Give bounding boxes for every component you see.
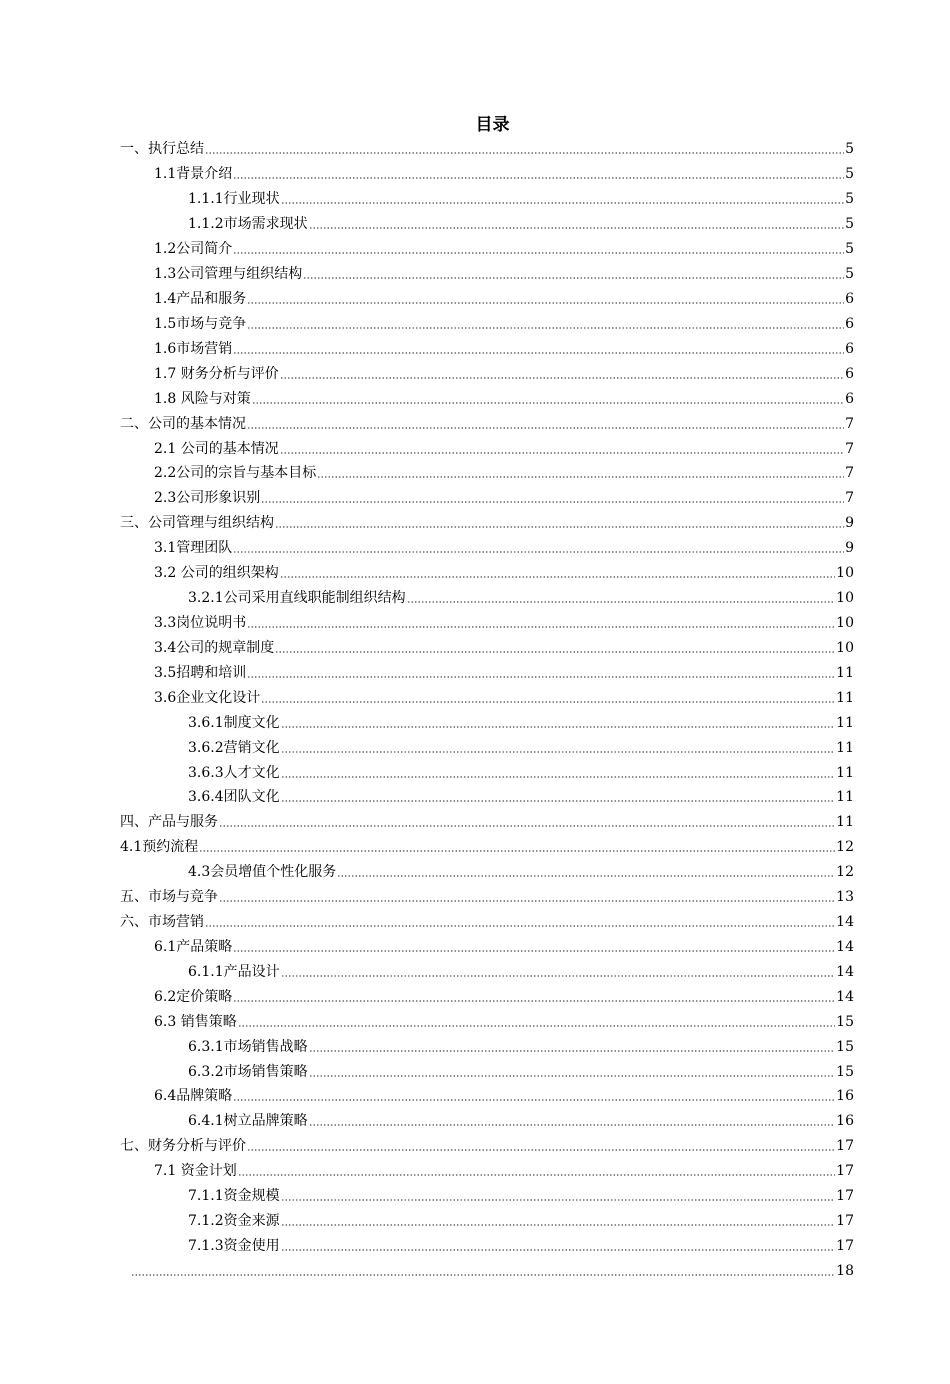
toc-entry-label: 1.4产品和服务 [154, 290, 247, 307]
toc-entry-page-number: 5 [845, 266, 854, 283]
toc-entry-page-number: 16 [836, 1113, 854, 1130]
toc-entry-label: 1.6市场营销 [154, 340, 233, 357]
toc-dot-leader [247, 666, 835, 680]
toc-entry-label: 1.1.2市场需求现状 [188, 216, 308, 233]
toc-entry-page-number: 7 [845, 440, 854, 457]
toc-entry[interactable] [0, 1034, 950, 1059]
toc-entry-page-number: 17 [836, 1188, 854, 1205]
toc-entry-page-number: 14 [836, 988, 854, 1005]
toc-entry-label: 三、公司管理与组织结构 [120, 515, 274, 532]
toc-dot-leader [281, 1189, 836, 1203]
toc-entry[interactable] [0, 910, 950, 935]
toc-dot-leader [247, 616, 835, 630]
toc-entry[interactable] [0, 735, 950, 760]
toc-dot-leader [337, 865, 835, 879]
toc-entry-label: 3.6.1制度文化 [188, 714, 280, 731]
toc-entry[interactable] [0, 311, 950, 336]
toc-entry-label: 1.1背景介绍 [154, 166, 233, 183]
toc-entry-page-number: 10 [836, 565, 854, 582]
toc-entry-page-number: 9 [845, 540, 854, 557]
toc-dot-leader [407, 591, 836, 605]
toc-entry[interactable] [0, 212, 950, 237]
toc-entry[interactable] [0, 411, 950, 436]
toc-entry-label: 1.7 财务分析与评价 [154, 365, 279, 382]
toc-entry[interactable] [0, 785, 950, 810]
toc-entry-label: 3.6.2营销文化 [188, 739, 280, 756]
toc-entry-label: 7.1.1资金规模 [188, 1188, 280, 1205]
toc-entry[interactable] [0, 336, 950, 361]
toc-entry-page-number: 6 [845, 315, 854, 332]
toc-dot-leader [261, 491, 844, 505]
toc-entry[interactable] [0, 237, 950, 262]
toc-dot-leader [281, 790, 836, 804]
toc-entry-page-number: 17 [836, 1163, 854, 1180]
toc-entry-page-number: 17 [836, 1138, 854, 1155]
toc-dot-leader [233, 940, 835, 954]
toc-entry[interactable] [0, 262, 950, 287]
toc-entry[interactable] [0, 660, 950, 685]
toc-entry-page-number: 11 [836, 664, 854, 681]
toc-entry-label: 6.3 销售策略 [154, 1013, 237, 1030]
toc-dot-leader [281, 766, 836, 780]
toc-dot-leader [205, 142, 844, 156]
toc-entry-label: 3.6.4团队文化 [188, 789, 280, 806]
toc-entry[interactable] [0, 137, 950, 162]
toc-dot-leader [280, 442, 844, 456]
toc-entry-label: 四、产品与服务 [120, 814, 218, 831]
toc-entry[interactable] [0, 1234, 950, 1259]
toc-entry-label: 3.4公司的规章制度 [154, 639, 275, 656]
toc-entry-page-number: 7 [845, 490, 854, 507]
toc-entry[interactable] [0, 486, 950, 511]
toc-entry[interactable] [0, 586, 950, 611]
toc-dot-leader [281, 1214, 836, 1228]
toc-entry[interactable] [0, 386, 950, 411]
toc-entry-label: 3.6.3人才文化 [188, 764, 280, 781]
toc-entry-label: 3.2.1公司采用直线职能制组织结构 [188, 590, 406, 607]
toc-dot-leader [238, 1164, 835, 1178]
toc-entry-label: 6.2定价策略 [154, 988, 233, 1005]
toc-entry-label: 6.3.2市场销售策略 [188, 1063, 308, 1080]
toc-dot-leader [303, 267, 844, 281]
toc-entry[interactable] [0, 635, 950, 660]
toc-entry-page-number: 16 [836, 1088, 854, 1105]
toc-entry[interactable] [0, 1084, 950, 1109]
toc-entry-page-number: 10 [836, 590, 854, 607]
toc-entry[interactable] [0, 436, 950, 461]
toc-entry-page-number: 11 [836, 689, 854, 706]
toc-entry-label: 一、执行总结 [120, 141, 204, 158]
toc-entry-page-number: 6 [845, 390, 854, 407]
toc-dot-leader [261, 691, 835, 705]
toc-dot-leader [309, 1114, 836, 1128]
toc-dot-leader [281, 192, 844, 206]
toc-entry-label: 1.3公司管理与组织结构 [154, 266, 303, 283]
toc-entry[interactable] [0, 1059, 950, 1084]
toc-entry-label: 4.3会员增值个性化服务 [188, 864, 337, 881]
toc-entry[interactable] [0, 187, 950, 212]
toc-entry[interactable] [0, 1109, 950, 1134]
toc-entry-page-number: 5 [845, 166, 854, 183]
toc-entry-page-number: 14 [836, 963, 854, 980]
toc-entry-label: 六、市场营销 [120, 914, 204, 931]
toc-entry[interactable] [0, 611, 950, 636]
toc-dot-leader [252, 392, 844, 406]
toc-entry[interactable] [0, 461, 950, 486]
toc-dot-leader [280, 367, 844, 381]
toc-entry[interactable] [0, 287, 950, 312]
toc-entry-page-number: 17 [836, 1213, 854, 1230]
toc-entry-page-number: 14 [836, 914, 854, 931]
toc-dot-leader [233, 242, 844, 256]
toc-entry[interactable] [0, 710, 950, 735]
toc-dot-leader [280, 566, 835, 580]
toc-entry-label: 1.1.1行业现状 [188, 191, 280, 208]
toc-entry[interactable] [0, 685, 950, 710]
toc-entry-page-number: 15 [836, 1038, 854, 1055]
toc-entry-page-number: 13 [836, 889, 854, 906]
toc-entry-page-number: 10 [836, 614, 854, 631]
toc-entry-page-number: 12 [836, 864, 854, 881]
toc-entry-label: 1.8 风险与对策 [154, 390, 251, 407]
toc-entry-label: 3.3岗位说明书 [154, 614, 247, 631]
toc-dot-leader [309, 217, 844, 231]
toc-entry-page-number: 7 [845, 465, 854, 482]
toc-dot-leader [309, 1040, 836, 1054]
toc-dot-leader [317, 466, 844, 480]
toc-entry-page-number: 6 [845, 340, 854, 357]
toc-entry[interactable] [0, 1134, 950, 1159]
toc-entry-page-number: 5 [845, 191, 854, 208]
toc-entry[interactable] [0, 1258, 950, 1283]
toc-entry[interactable] [0, 835, 950, 860]
toc-entry-label: 6.1产品策略 [154, 938, 233, 955]
toc-entry-label: 1.2公司简介 [154, 241, 233, 258]
toc-dot-leader [281, 716, 836, 730]
toc-entry[interactable] [0, 1009, 950, 1034]
table-of-contents [0, 137, 950, 1283]
toc-entry-page-number: 10 [836, 639, 854, 656]
toc-dot-leader [233, 990, 835, 1004]
toc-entry-page-number: 11 [836, 764, 854, 781]
toc-entry-page-number: 11 [836, 814, 854, 831]
toc-entry-page-number: 11 [836, 739, 854, 756]
toc-dot-leader [131, 1264, 835, 1278]
toc-entry[interactable] [0, 511, 950, 536]
toc-entry[interactable] [0, 984, 950, 1009]
toc-entry-label: 6.4.1树立品牌策略 [188, 1113, 308, 1130]
toc-dot-leader [205, 915, 835, 929]
toc-entry-label: 2.3公司形象识别 [154, 490, 261, 507]
toc-dot-leader [275, 516, 844, 530]
toc-entry-label: 七、财务分析与评价 [120, 1138, 246, 1155]
toc-entry-label: 3.2 公司的组织架构 [154, 565, 279, 582]
toc-entry-page-number: 12 [836, 839, 854, 856]
toc-entry-label: 3.6企业文化设计 [154, 689, 261, 706]
toc-entry-page-number: 11 [836, 714, 854, 731]
toc-entry[interactable] [0, 810, 950, 835]
toc-entry-page-number: 18 [836, 1262, 854, 1279]
toc-dot-leader [281, 741, 836, 755]
toc-entry-label: 3.5招聘和培训 [154, 664, 247, 681]
toc-entry[interactable] [0, 162, 950, 187]
toc-entry-page-number: 5 [845, 241, 854, 258]
toc-entry-label: 6.4品牌策略 [154, 1088, 233, 1105]
toc-entry-label: 2.1 公司的基本情况 [154, 440, 279, 457]
toc-entry[interactable] [0, 561, 950, 586]
toc-entry[interactable] [0, 536, 950, 561]
toc-entry-label: 二、公司的基本情况 [120, 415, 246, 432]
toc-entry-page-number: 5 [845, 141, 854, 158]
toc-entry-page-number: 5 [845, 216, 854, 233]
toc-entry-page-number: 15 [836, 1063, 854, 1080]
toc-entry[interactable] [0, 1209, 950, 1234]
toc-dot-leader [199, 840, 835, 854]
toc-entry-page-number: 6 [845, 365, 854, 382]
toc-dot-leader [238, 1015, 835, 1029]
toc-dot-leader [219, 890, 835, 904]
toc-dot-leader [275, 641, 835, 655]
toc-entry-label: 6.3.1市场销售战略 [188, 1038, 308, 1055]
toc-dot-leader [247, 1139, 835, 1153]
toc-entry-label: 3.1管理团队 [154, 540, 233, 557]
toc-dot-leader [233, 167, 844, 181]
toc-dot-leader [247, 317, 844, 331]
toc-entry[interactable] [0, 1159, 950, 1184]
toc-entry[interactable] [0, 860, 950, 885]
toc-entry-page-number: 15 [836, 1013, 854, 1030]
toc-entry-label: 1.5市场与竞争 [154, 315, 247, 332]
toc-entry-page-number: 11 [836, 789, 854, 806]
toc-entry-page-number: 14 [836, 938, 854, 955]
toc-entry[interactable] [0, 361, 950, 386]
toc-dot-leader [247, 292, 844, 306]
toc-dot-leader [281, 1239, 836, 1253]
toc-entry[interactable] [0, 959, 950, 984]
toc-dot-leader [247, 417, 844, 431]
toc-dot-leader [233, 1089, 835, 1103]
toc-entry-label: 7.1 资金计划 [154, 1163, 237, 1180]
toc-entry-label: 6.1.1产品设计 [188, 963, 280, 980]
toc-entry-label: 五、市场与竞争 [120, 889, 218, 906]
toc-entry-page-number: 17 [836, 1238, 854, 1255]
toc-title: 目录 [475, 115, 510, 135]
toc-entry[interactable] [0, 760, 950, 785]
toc-dot-leader [281, 965, 836, 979]
toc-entry[interactable] [0, 1184, 950, 1209]
toc-entry-page-number: 9 [845, 515, 854, 532]
toc-dot-leader [233, 342, 844, 356]
toc-dot-leader [219, 815, 835, 829]
toc-entry-page-number: 7 [845, 415, 854, 432]
toc-entry-label: 4.1预约流程 [120, 839, 199, 856]
toc-entry-label: 7.1.3资金使用 [188, 1238, 280, 1255]
toc-entry-label: 7.1.2资金来源 [188, 1213, 280, 1230]
toc-entry-page-number: 6 [845, 290, 854, 307]
toc-dot-leader [309, 1065, 836, 1079]
toc-entry-label: 2.2公司的宗旨与基本目标 [154, 465, 317, 482]
toc-entry[interactable] [0, 885, 950, 910]
toc-entry[interactable] [0, 935, 950, 960]
toc-dot-leader [233, 541, 844, 555]
